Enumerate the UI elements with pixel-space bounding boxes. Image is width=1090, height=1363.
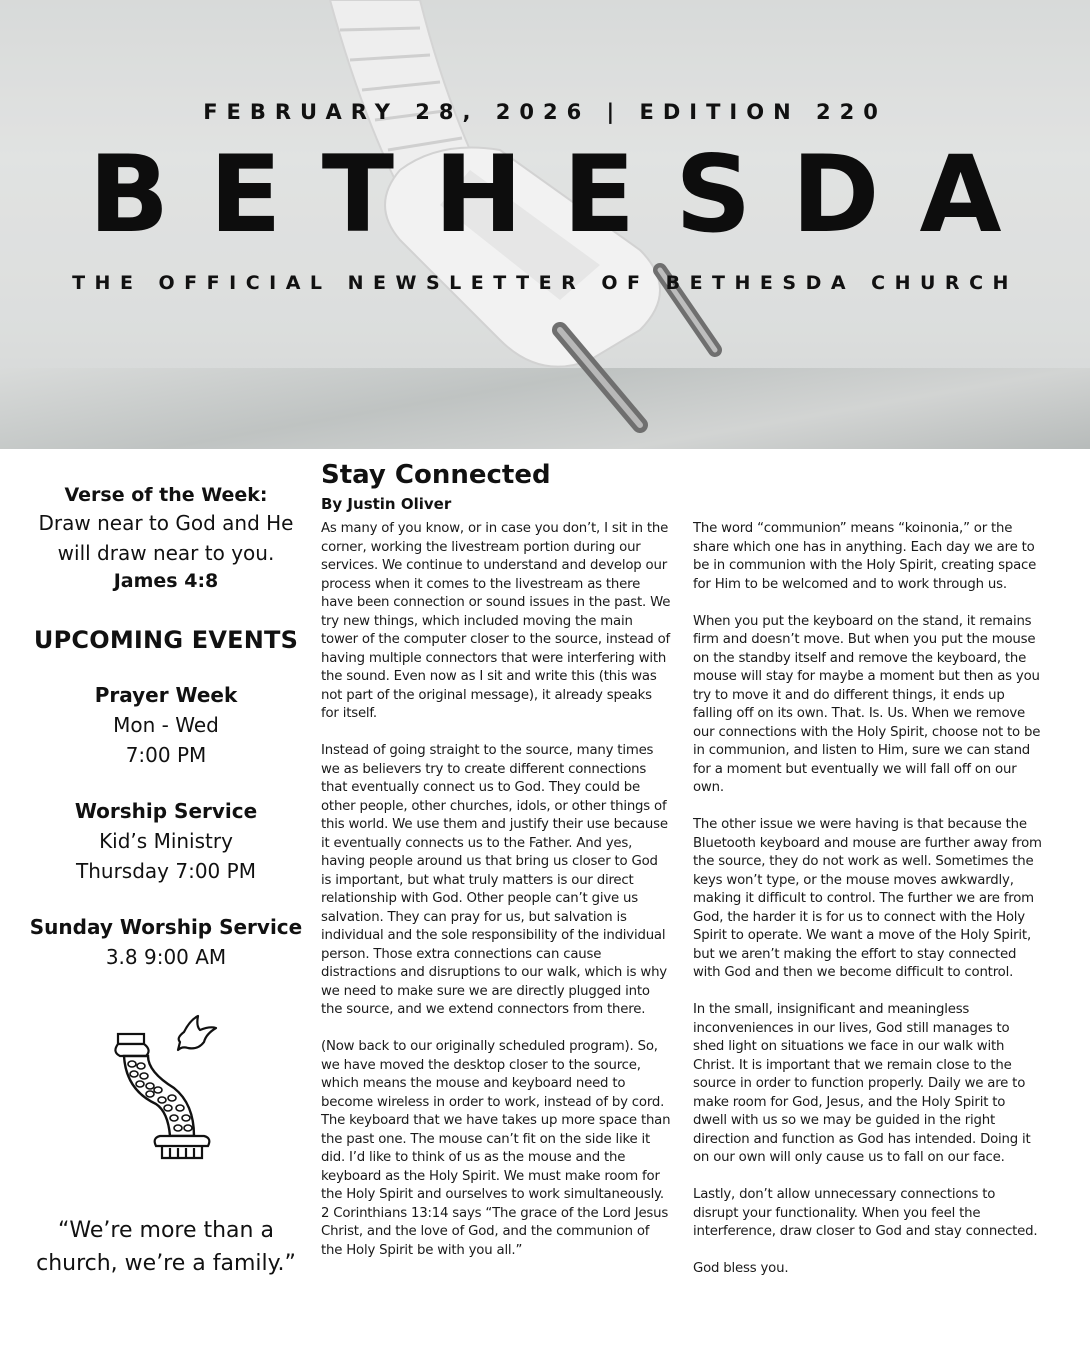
verse-heading: Verse of the Week: xyxy=(64,484,268,506)
sidebar xyxy=(22,480,310,1280)
event-name: Worship Service xyxy=(74,799,258,823)
article-byline: By Justin Oliver xyxy=(321,495,452,513)
article-paragraph: In the small, insignificant and meaningless inconveniences in our lives, God still manages to shed light on situations we face in our walk with Christ. It is important that we remain close to the source in order to function properly. Daily we are to make room for God, Jesus, and the Holy Spirit to dwell with us so we may be guided in the right direction and function as God has intended. Doing it on our own will only cause us to fall on our face. xyxy=(693,1002,1031,1165)
event-detail: 3.8 9:00 AM xyxy=(105,945,227,969)
article-paragraph: God bless you. xyxy=(693,1261,789,1276)
event-detail: Mon - Wed xyxy=(113,713,219,737)
date-edition-line: FEBRUARY 28, 2026 | EDITION 220 xyxy=(203,100,887,124)
article-paragraph: (Now back to our originally scheduled program). So, we have moved the desktop closer to the source, which means the mouse and keyboard need to become wireless in order to work, instead of by cord. The keyboard that we have takes up more space than the past one. The mouse can’t fit on the side like it did. I’d like to think of us as the mouse and the keyboard as the Holy Spirit. We must make room for the Holy Spirit and ourselves to work simultaneously. 2 Corinthians 13:14 says “The grace of the Lord Jesus Christ, and the love of God, and the communion of the Holy Spirit be with you all.” xyxy=(321,1039,671,1258)
event-detail: Thursday 7:00 PM xyxy=(76,859,256,883)
article-paragraph: The word “communion” means “koinonia,” or the share which one has in anything. Each day we are to be in communion with the Holy Spirit, creating space for Him to be welcomed and to work through us. xyxy=(693,521,1037,592)
dove-and-pillar-icon xyxy=(106,1012,226,1162)
article-paragraph: The other issue we were having is that because the Bluetooth keyboard and mouse are further away from the source, they do not work as well. Sometimes the keys won’t type, or the mouse moves awkwardly, making it difficult to control. The further we are from God, the harder it is for us to connect with the Holy Spirit to operate. We want a move of the Holy Spirit, but we aren’t making the effort to stay connected with God and then we become difficult to control. xyxy=(693,817,1042,980)
verse-text: Draw near to God and He will draw near to you. xyxy=(38,511,294,565)
event-worship-service xyxy=(22,796,310,886)
header-banner xyxy=(0,0,1090,449)
verse-reference: James 4:8 xyxy=(113,570,219,592)
church-motto: “We’re more than a church, we’re a family.” xyxy=(36,1218,296,1276)
article-paragraph: Lastly, don’t allow unnecessary connections to disrupt your functionality. When you feel the interference, draw closer to God and stay connected. xyxy=(693,1187,1038,1239)
article-paragraph: As many of you know, or in case you don’t, I sit in the corner, working the livestream portion during our services. We continue to understand and develop our process when it comes to the livestream as there have been connection or sound issues in the past. We try new things, which included moving the main tower of the computer closer to the source, instead of having multiple connectors that were interfering with the sound. Even now as I sit and write this (this was not part of the original message), it already speaks for itself. xyxy=(321,521,671,721)
article-column-left xyxy=(321,520,671,1279)
event-detail: Kid’s Ministry xyxy=(99,829,233,853)
article-paragraph: When you put the keyboard on the stand, it remains firm and doesn’t move. But when you put the mouse on the standby itself and remove the keyboard, the mouse will stay for maybe a moment but then as you try to move it and do different things, it ends up falling off on its own. That. Is. Us. When we remove our connections with the Holy Spirit, choose not to be in communion, and listen to Him, sure we can stand for a moment but eventually we will fall off on our own. xyxy=(693,613,1041,795)
events-heading: UPCOMING EVENTS xyxy=(33,626,299,654)
article-column-right xyxy=(693,520,1043,1297)
article-title: Stay Connected xyxy=(321,460,551,490)
article-paragraph: Instead of going straight to the source, many times we as believers try to create different connections that eventually connect us to God. They could be other people, other churches, idols, or other things of this world. We use them and justify their use because it eventually connects us to the Father. And yes, having people around us that bring us closer to God is important, but what truly matters is our direct relationship with God. Other people can’t give us salvation. They can pray for us, but salvation is individual and the sole responsibility of the individual person. Those extra connections can cause distractions and disruptions to our walk, which is why we need to make sure we are directly plugged into the source, and we extend connectors from there. xyxy=(321,743,668,1017)
event-detail: 7:00 PM xyxy=(125,743,207,767)
event-sunday-worship xyxy=(22,912,310,972)
event-prayer-week xyxy=(22,680,310,770)
event-name: Sunday Worship Service xyxy=(29,915,303,939)
event-name: Prayer Week xyxy=(94,683,238,707)
newsletter-subtitle: THE OFFICIAL NEWSLETTER OF BETHESDA CHURCH xyxy=(72,272,1018,294)
newsletter-title: BETHESDA xyxy=(88,133,1042,256)
